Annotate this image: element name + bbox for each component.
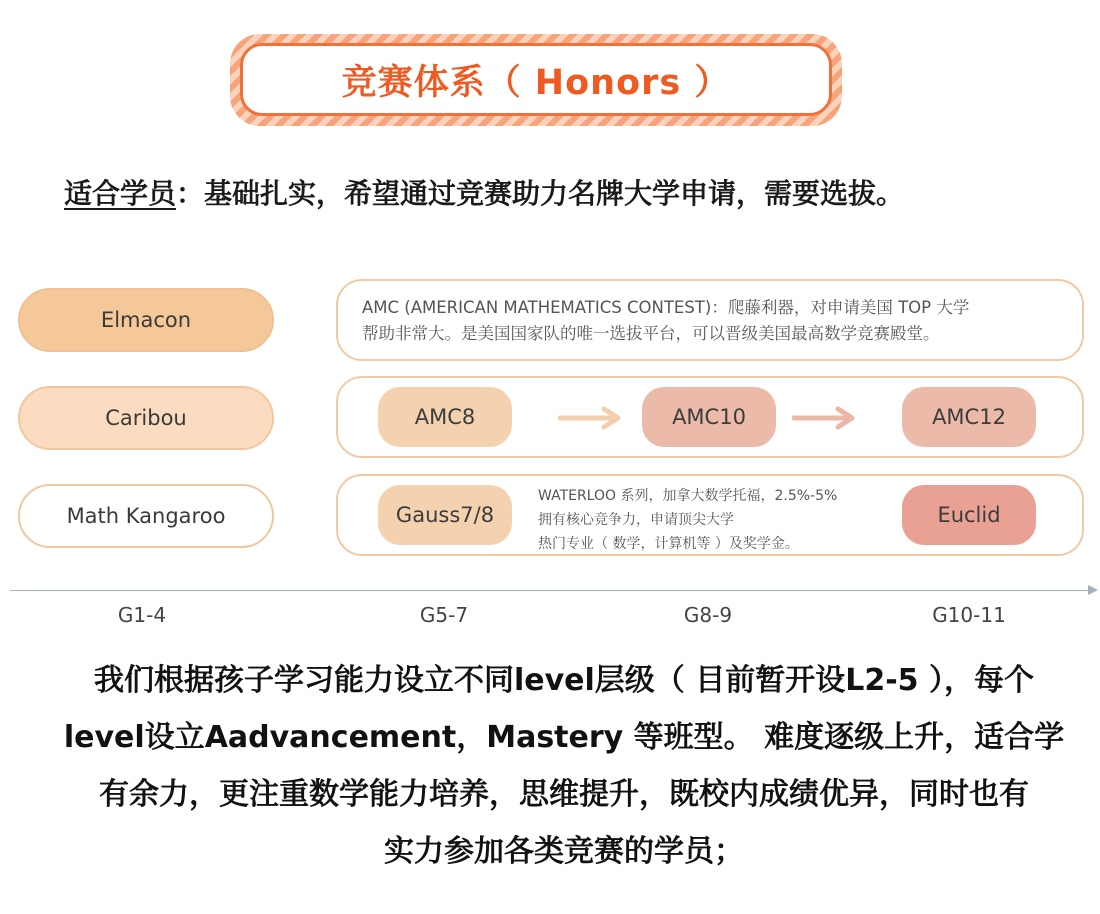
paragraph-line-2: level设立Aadvancement，Mastery 等班型。 难度逐级上升，适合学 [63, 720, 1065, 755]
grade-label-g1-4: G1-4 [117, 603, 167, 627]
amc-description-box [336, 279, 1084, 361]
target-students-text: ：基础扎实，希望通过竞赛助力名牌大学申请，需要选拔。 [176, 177, 905, 210]
arrow-right-icon [792, 406, 858, 430]
grade-label-g5-7: G5-7 [419, 603, 469, 627]
waterloo-note-line-3: 热门专业（ 数学，计算机等 ）及奖学金。 [538, 536, 799, 552]
title-banner [230, 34, 842, 126]
waterloo-note-line-1: WATERLOO 系列，加拿大数学托福，2.5%-5% [538, 488, 838, 504]
amc-description-line-1: AMC (AMERICAN MATHEMATICS CONTEST)：爬藤利器，对申请美国 TOP 大学 [362, 298, 970, 317]
grade-label-g8-9: G8-9 [683, 603, 733, 627]
paragraph-line-4: 实力参加各类竞赛的学员； [384, 834, 744, 869]
euclid-chip: Euclid [902, 485, 1036, 545]
program-pill-math-kangaroo: Math Kangaroo [18, 484, 274, 548]
grade-label-g10-11: G10-11 [932, 603, 1006, 627]
program-pill-caribou: Caribou [18, 386, 274, 450]
description-paragraph [46, 652, 1082, 880]
amc-levels-box [336, 376, 1084, 458]
amc8-chip: AMC8 [378, 387, 512, 447]
paragraph-line-1: 我们根据孩子学习能力设立不同level层级（ 目前暂开设L2-5 ），每个 [93, 663, 1035, 698]
title-banner-inner [240, 43, 832, 116]
axis-arrow-icon [1088, 585, 1098, 595]
program-pill-elmacon: Elmacon [18, 288, 274, 352]
waterloo-note-line-2: 拥有核心竞争力，申请顶尖大学 [538, 512, 734, 528]
gauss-chip: Gauss7/8 [378, 485, 512, 545]
waterloo-note [538, 484, 898, 556]
amc12-chip: AMC12 [902, 387, 1036, 447]
arrow-right-icon [558, 406, 624, 430]
grade-axis-line [10, 590, 1090, 591]
paragraph-line-3: 有余力，更注重数学能力培养，思维提升，既校内成绩优异，同时也有 [99, 777, 1029, 812]
amc-description-line-2: 帮助非常大。是美国国家队的唯一选拔平台，可以晋级美国最高数学竞赛殿堂。 [362, 324, 940, 343]
target-students [64, 172, 1064, 212]
page-title: 竞赛体系（ Honors ） [341, 62, 731, 103]
waterloo-box [336, 474, 1084, 556]
target-students-label: 适合学员 [64, 177, 177, 210]
amc10-chip: AMC10 [642, 387, 776, 447]
